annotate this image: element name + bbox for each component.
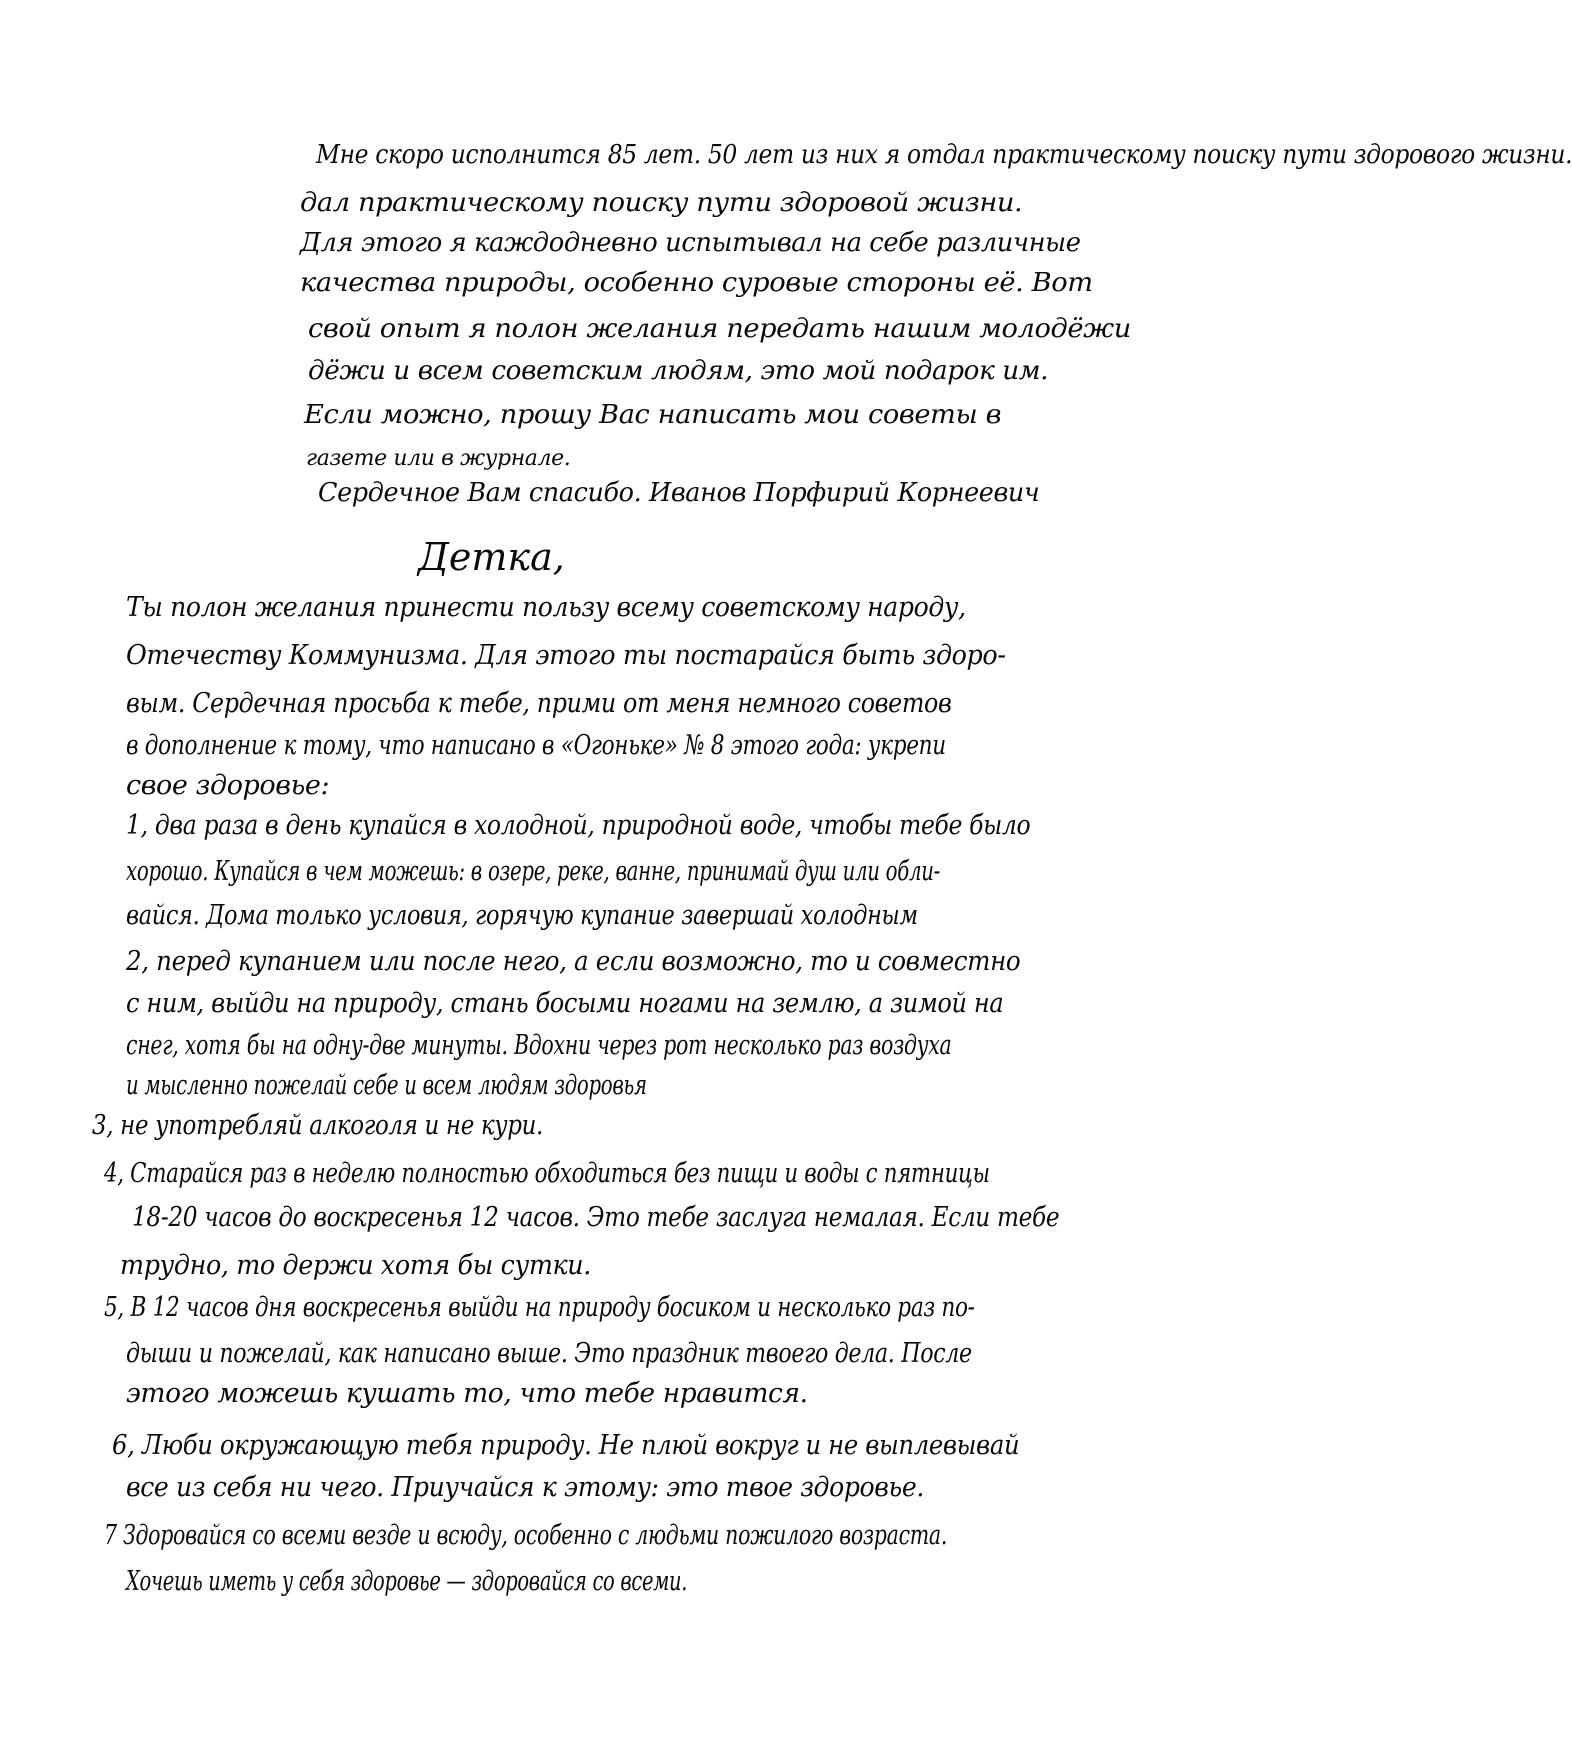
letter-line: Мне скоро исполнится 85 лет. 50 лет из них я отдал практическому поиску пути здорового жизни. (316, 140, 1572, 170)
list-line: с ним, выйди на природу, стань босыми ногами на землю, а зимой на (126, 988, 1004, 1019)
list-line: и мысленно пожелай себе и всем людям здоровья (126, 1070, 647, 1101)
letter-line: качества природы, особенно суровые стороны её. Вот (300, 268, 1093, 298)
list-line: 1, два раза в день купайся в холодной, природной воде, чтобы тебе было (126, 810, 1031, 841)
list-line: 4, Старайся раз в неделю полностью обходиться без пищи и воды с пятницы (104, 1158, 990, 1189)
list-line: вайся. Дома только условия, горячую купание завершай холодным (126, 900, 918, 931)
intro-line: Ты полон желания принести пользу всему советскому народу, (126, 592, 966, 623)
letter-line: Если можно, прошу Вас написать мои советы в (304, 400, 1002, 430)
letter-line: Сердечное Вам спасибо. Иванов Порфирий Корнеевич (318, 478, 1040, 508)
list-line: снег, хотя бы на одну-две минуты. Вдохни через рот несколько раз воздуха (126, 1030, 952, 1061)
letter-line: газете или в журнале. (306, 446, 571, 471)
intro-line: Отечеству Коммунизма. Для этого ты постарайся быть здоро- (126, 640, 1006, 671)
list-line: этого можешь кушать то, что тебе нравится. (126, 1378, 808, 1409)
letter-line: свой опыт я полон желания передать нашим молодёжи (308, 314, 1131, 344)
list-line: трудно, то держи хотя бы сутки. (120, 1250, 591, 1281)
list-line: 3, не употребляй алкоголя и не кури. (92, 1110, 543, 1141)
list-line: хорошо. Купайся в чем можешь: в озере, реке, ванне, принимай душ или обли- (126, 856, 941, 887)
intro-line: вым. Сердечная просьба к тебе, прими от меня немного советов (126, 688, 952, 719)
list-line: дыши и пожелай, как написано выше. Это праздник твоего дела. После (126, 1338, 972, 1369)
list-line: Хочешь иметь у себя здоровье — здоровайся со всеми. (126, 1566, 688, 1597)
list-line: 18-20 часов до воскресенья 12 часов. Это тебе заслуга немалая. Если тебе (132, 1202, 1060, 1233)
letter-line: дёжи и всем советским людям, это мой подарок им. (308, 356, 1049, 386)
list-line: 6, Люби окружающую тебя природу. Не плюй вокруг и не выплевывай (112, 1430, 1020, 1461)
section-title: Детка, (418, 535, 565, 579)
list-line: 5, В 12 часов дня воскресенья выйди на природу босиком и несколько раз по- (104, 1292, 975, 1323)
intro-line: свое здоровье: (126, 770, 330, 801)
list-line: 7 Здоровайся со всеми везде и всюду, особенно с людьми пожилого возраста. (104, 1520, 948, 1551)
intro-line: в дополнение к тому, что написано в «Огоньке» № 8 этого года: укрепи (126, 730, 946, 761)
list-line: все из себя ни чего. Приучайся к этому: это твое здоровье. (126, 1472, 924, 1503)
list-line: 2, перед купанием или после него, а если возможно, то и совместно (126, 946, 1021, 977)
letter-line: дал практическому поиску пути здоровой жизни. (300, 188, 1023, 218)
letter-line: Для этого я каждодневно испытывал на себе различные (300, 228, 1081, 258)
